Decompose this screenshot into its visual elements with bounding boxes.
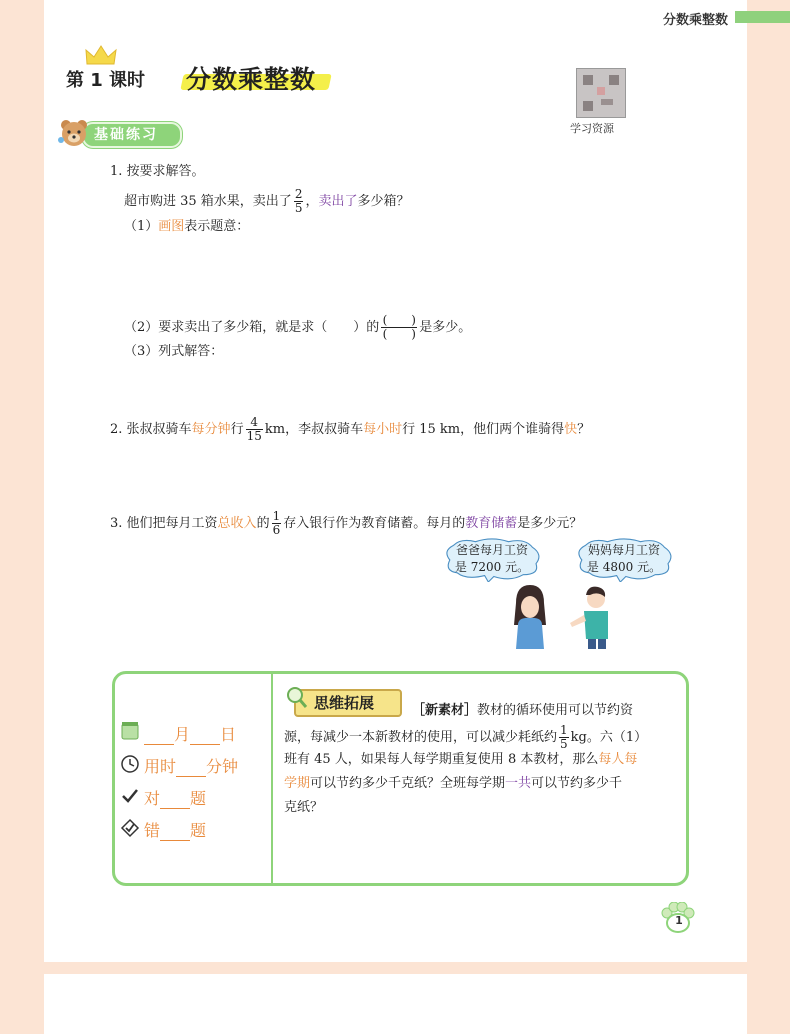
q2-d: km，李叔叔骑车 — [264, 422, 364, 437]
q1-p2-b: 是多少。 — [419, 320, 472, 335]
q3-text — [110, 510, 582, 537]
q1-stem-b: ， — [305, 194, 319, 209]
section-badge — [58, 118, 180, 148]
log-wrong — [144, 818, 206, 841]
ext-line-4 — [284, 772, 668, 796]
lesson-title: 分数乘整数 — [186, 65, 317, 94]
ext-line-3 — [284, 748, 668, 772]
ext-l4-d: 可以节约多少千 — [531, 776, 623, 791]
magnifier-icon — [284, 685, 310, 711]
ext-line-5: 克纸？ — [284, 800, 324, 815]
month-label: 月 — [174, 725, 191, 744]
correct-blank[interactable] — [160, 794, 190, 809]
minutes-blank[interactable] — [176, 762, 206, 777]
q2-e: 每小时 — [363, 422, 403, 437]
q3-d: 存入银行作为教育储蓄。每月的 — [283, 516, 466, 531]
q1-p1-b: 画图 — [158, 219, 185, 234]
q3-b: 总收入 — [217, 516, 257, 531]
q2-g: 快 — [564, 422, 578, 437]
month-blank[interactable] — [144, 730, 174, 745]
header-bar — [735, 11, 790, 23]
q1-p2-num: ( ) — [382, 313, 416, 327]
ext-num: 1 — [560, 723, 568, 737]
q3-den: 6 — [272, 523, 281, 537]
q2-den: 15 — [246, 429, 262, 443]
q3-fraction — [272, 510, 282, 537]
q3-c: 的 — [256, 516, 270, 531]
extension-label: 思维拓展 — [314, 694, 375, 712]
q1-stem-a: 超市购进 35 箱水果，卖出了 — [124, 194, 292, 209]
ext-l4-c: 一共 — [505, 776, 532, 791]
q1-part1 — [124, 219, 249, 235]
ext-l2-b: kg。六（1） — [570, 730, 648, 745]
q1-frac-den: 5 — [294, 201, 303, 215]
calendar-icon — [120, 720, 140, 740]
ext-tag: ［新素材］ — [412, 703, 478, 718]
ext-line-2 — [284, 724, 668, 751]
q1-frac-num: 2 — [294, 187, 303, 201]
ext-l4-a: 学期 — [284, 776, 311, 791]
day-label: 日 — [220, 725, 237, 744]
ext-line-1 — [412, 699, 672, 723]
ext-l3-b: 每人每 — [598, 752, 638, 767]
day-blank[interactable] — [190, 730, 220, 745]
ext-l1: 教材的循环使用可以节约资 — [477, 703, 634, 718]
q3-f: 是多少元？ — [517, 516, 583, 531]
bubble-mom-text: 妈妈每月工资是 4800 元。 — [586, 543, 662, 574]
q1-intro: 1. 按要求解答。 — [110, 164, 205, 179]
q1-p1-c: 表示题意： — [184, 219, 250, 234]
q1-part3: （3）列式解答： — [124, 344, 224, 359]
bear-icon — [58, 118, 90, 148]
q2-num: 4 — [246, 416, 263, 430]
check-icon — [120, 786, 140, 806]
extension-badge — [284, 685, 402, 717]
q3-e: 教育储蓄 — [465, 516, 518, 531]
q3-num: 1 — [272, 509, 281, 523]
wrong-blank[interactable] — [160, 826, 190, 841]
q2-a: 2. 张叔叔骑车 — [110, 422, 192, 437]
time-label: 用时 — [144, 757, 177, 776]
lesson-title-wrap — [186, 60, 316, 96]
q1-part2 — [124, 314, 471, 341]
wrong-label: 错 — [144, 821, 161, 840]
bubble-dad-text: 爸爸每月工资是 7200 元。 — [454, 543, 530, 574]
ext-den: 5 — [560, 737, 568, 751]
lesson-label: 第 1 课时 — [66, 70, 146, 91]
page-number: 1 — [675, 914, 683, 927]
clock-icon — [120, 754, 140, 774]
ext-l2-a: 源，每减少一本新教材的使用，可以减少耗纸约 — [284, 730, 558, 745]
wrong-icon — [120, 818, 140, 838]
crown-icon — [84, 44, 118, 68]
q1-p2-den: ( ) — [382, 327, 416, 341]
q2-b: 每分钟 — [191, 422, 231, 437]
minutes-label: 分钟 — [206, 757, 239, 776]
ext-l3-a: 班有 45 人，如果每人每学期重复使用 8 本教材，那么 — [284, 752, 599, 767]
wrong-unit: 题 — [190, 821, 207, 840]
correct-unit: 题 — [190, 789, 207, 808]
q1-fraction — [294, 188, 304, 215]
ext-l4-b: 可以节约多少千克纸？全班每学期 — [310, 776, 506, 791]
people-illustration — [510, 585, 622, 651]
q2-f: 行 15 km，他们两个谁骑得 — [402, 422, 565, 437]
q1-stem-c: 卖出了 — [318, 194, 358, 209]
q3-a: 3. 他们把每月工资 — [110, 516, 218, 531]
summary-divider — [271, 674, 273, 883]
q1-p2-fraction — [381, 314, 417, 341]
q2-fraction — [246, 416, 263, 443]
correct-label: 对 — [144, 789, 161, 808]
q2-text — [110, 416, 590, 443]
log-correct — [144, 786, 206, 809]
q1-stem-d: 多少箱？ — [357, 194, 410, 209]
log-date — [144, 722, 236, 745]
q2-c: 行 — [230, 422, 244, 437]
qr-code-icon[interactable] — [576, 68, 626, 118]
qr-label: 学习资源 — [570, 122, 614, 135]
ext-fraction — [559, 724, 569, 751]
q1-p2-a: （2）要求卖出了多少箱，就是求（ ）的 — [124, 320, 380, 335]
q1-stem — [124, 188, 410, 215]
header-tab: 分数乘整数 — [662, 13, 728, 28]
q2-h: ？ — [577, 422, 591, 437]
section-label: 基础练习 — [94, 127, 158, 143]
next-page-edge — [44, 974, 747, 1034]
log-time — [144, 754, 238, 777]
q1-p1-a: （1） — [124, 219, 159, 234]
